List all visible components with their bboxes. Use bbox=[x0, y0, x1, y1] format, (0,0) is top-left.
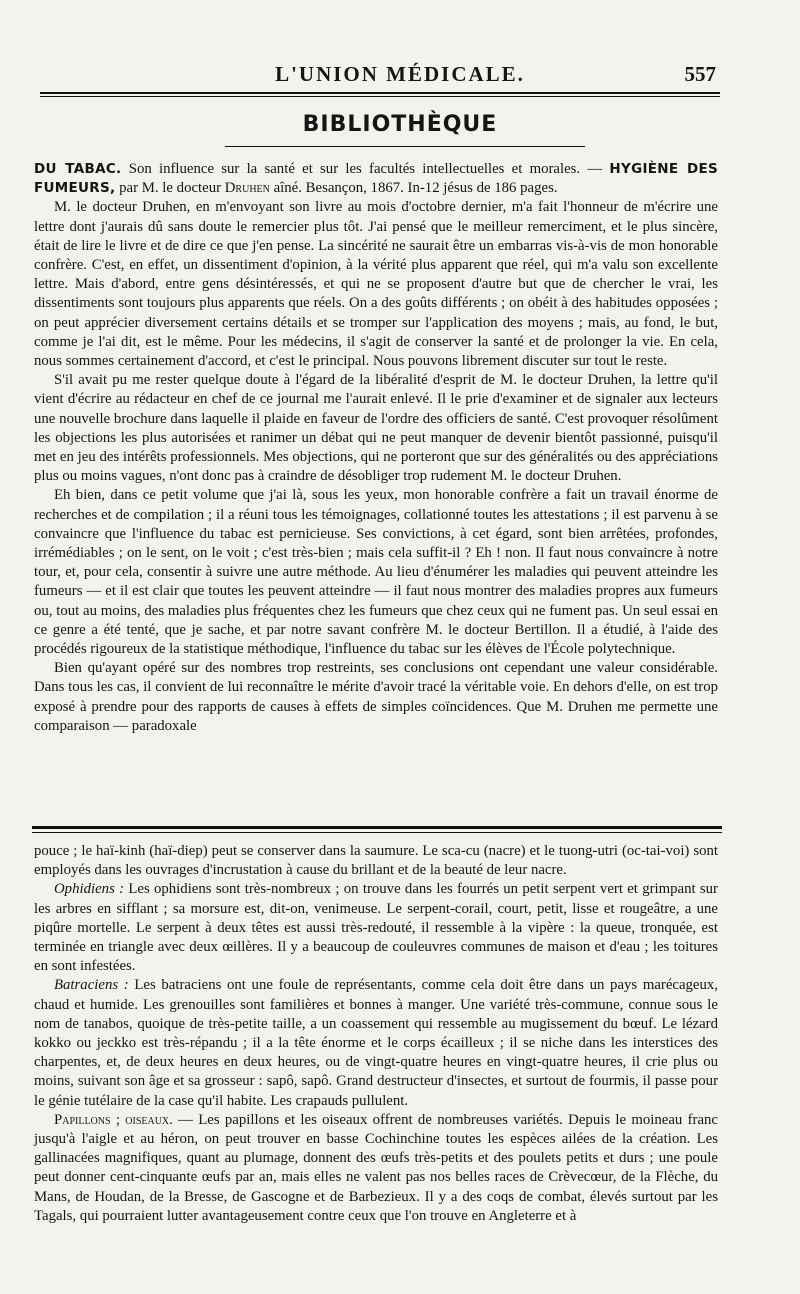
journal-title: L'UNION MÉDICALE. bbox=[275, 62, 525, 86]
citation-publication: aîné. Besançon, 1867. In-12 jésus de 186 pages. bbox=[269, 180, 558, 197]
page-number: 557 bbox=[684, 62, 716, 86]
review-article bbox=[34, 160, 718, 736]
section-heading-rule bbox=[225, 146, 585, 147]
book-title-rest: Son influence sur la santé et sur les facultés intellectuelles et morales. bbox=[128, 161, 581, 177]
papillons-text: — Les papillons et les oiseaux offrent de nombreuses variétés. Depuis le moineau franc jusqu'à l'aigle et au héron, on peut trouver en basse Cochinchine toutes les espèces ailées de la création. Les gallinacées magnifiques, quant au plumage, donnent des œufs très-petits et des poulets petits et durs ; une poule peut donner cent-cinquante œufs par an, mais elles ne valent pas nos belles races de Crèvecœur, de la Flèche, du Mans, de Houdan, de la Bresse, de Gascogne et de Barbezieux. Il y a des coqs de combat, élevés surtout par les Tagals, qui pourraient lutter avantageusement contre ceux que l'on trouve en Angleterre et à bbox=[34, 1111, 718, 1224]
book-title-bold: DU TABAC. bbox=[34, 161, 122, 177]
review-paragraph: Eh bien, dans ce petit volume que j'ai là, sous les yeux, mon honorable confrère a fait un travail énorme de recherches et de compilation ; il a réuni tous les témoignages, collationné toutes les attestations ; il est parvenu à se convaincre que l'influence du tabac est pernicieuse. Ses convictions, à cet égard, sont bien arrêtées, profondes, irrémédiables ; on le sent, on le voit ; c'est très-bien ; mais cela suffit-il ? Eh ! non. Il faut nous convaincre à notre tour, et, pour cela, consentir à suivre une autre méthode. Au lieu d'énumérer les maladies qui peuvent atteindre les fumeurs — et il est clair que toutes les peuvent atteindre — il faut nous montrer des maladies propres aux fumeurs ou, tout au moins, des maladies plus fréquentes chez les fumeurs que chez ceux qui ne fument pas. Un seul essai en ce genre a été tenté, que je sache, et par notre savant confrère M. le docteur Bertillon. Il a étudié, à l'aide des procédés rigoureux de la statistique méthodique, l'influence du tabac sur les élèves de l'École polytechnique. bbox=[34, 487, 718, 658]
batraciens-label: Batraciens : bbox=[54, 977, 129, 994]
review-paragraph: M. le docteur Druhen, en m'envoyant son livre au mois d'octobre dernier, m'a fait l'honneur de m'écrire une lettre dont j'aurais dû sans doute le remercier plus tôt. J'ai pensé que le meilleur remerciment, et le plus sincère, était de lire le livre et de dire ce que j'en pense. La sincérité ne saurait être un embarras vis-à-vis de mon honorable confrère. C'est, en effet, un dissentiment d'opinion, à la vérité plus apparent que réel, qui m'a valu son excellente lettre. Mais d'abord, entre gens désintéressés, et qui ne se proposent d'autre but que de chercher le vrai, les dissentiments sont toujours plus apparents que réels. On a des goûts différents ; on obéit à des habitudes opposées ; on peut apprécier diversement certains détails et se tromper sur l'application des moyens ; mais, au fond, le but, comme je l'ai dit, est le même. Pour les médecins, il s'agit de conserver la santé et de prolonger la vie. En cela, nous sommes certainement d'accord, et c'est le principal. Nous pouvons librement discuter sur tout le reste. bbox=[34, 199, 718, 370]
review-paragraph: S'il avait pu me rester quelque doute à l'égard de la libéralité d'esprit de M. le docteur Druhen, la lettre qu'il vient d'écrire au rédacteur en chef de ce journal me l'aurait enlevé. Il le prie d'examiner et de signaler aux lecteurs une nouvelle brochure dans laquelle il plaide en faveur de l'ordre des officiers de santé. C'est provoquer résolûment les objections les plus autorisées et ranimer un débat qui ne peut manquer de devenir bientôt passionné, puisqu'il met en jeu des intérêts professionnels. Mes objections, qui ne porteront que sur des généralités ou des appréciations plus ou moins vagues, n'ont donc pas à craindre de désobliger trop rudement M. le docteur Druhen. bbox=[34, 372, 718, 485]
review-paragraph: Bien qu'ayant opéré sur des nombres trop restreints, ses conclusions ont cependant une valeur considérable. Dans tous les cas, il convient de lui reconnaître le mérite d'avoir tracé la véritable voie. En dehors d'elle, on est trop exposé à prendre pour des rapports de causes à effets de simples coïncidences. Que M. Druhen me permette une comparaison — paradoxale bbox=[34, 660, 718, 734]
feuilleton-separator-thin bbox=[32, 832, 722, 833]
papillons-label: Papillons ; oiseaux. bbox=[54, 1111, 173, 1128]
book-subtitle-bold: HYGIÈNE DES FUMEURS, bbox=[34, 161, 718, 197]
citation-by: par M. le docteur bbox=[115, 180, 225, 197]
ophidiens-label: Ophidiens : bbox=[54, 881, 125, 898]
author-name: Druhen bbox=[224, 180, 270, 197]
feuilleton-paragraph bbox=[34, 1111, 718, 1226]
header-rule bbox=[40, 92, 720, 94]
feuilleton-paragraph bbox=[34, 976, 718, 1110]
feuilleton-paragraph bbox=[34, 880, 718, 976]
citation-dash: — bbox=[580, 161, 610, 177]
running-head bbox=[0, 62, 800, 90]
feuilleton-article bbox=[34, 842, 718, 1226]
review-citation bbox=[34, 160, 718, 198]
header-rule-thin bbox=[40, 96, 720, 97]
feuilleton-separator bbox=[32, 826, 722, 829]
section-heading: BIBLIOTHÈQUE bbox=[302, 112, 498, 137]
batraciens-text: Les batraciens ont une foule de représentants, comme cela doit être dans un pays marécageux, chaud et humide. Les grenouilles sont familières et bonnes à manger. Une variété très-commune, connue sous le nom de tanabos, quoique de très-petite taille, a un coassement qui ressemble au mugissement du bœuf. Le lézard kokko ou jeckko est très-répandu ; il a la tête énorme et le corps écailleux ; il se niche dans les interstices des charpentes, et, de deux heures en deux heures, ou de vingt-quatre heures en vingt-quatre heures, il crie plus ou moins, suivant son âge et sa grosseur : sapô, sapô. Grand destructeur d'insectes, et surtout de fourmis, il passe pour le génie tutélaire de la case qu'il habite. Les crapauds pullulent. bbox=[34, 977, 718, 1109]
ophidiens-text: Les ophidiens sont très-nombreux ; on trouve dans les fourrés un petit serpent vert et grimpant sur les arbres en sifflant ; sa morsure est, dit-on, venimeuse. Le serpent-corail, court, petit, lisse et rougeâtre, a une piqûre mortelle. Le serpent à deux têtes est aussi très-redouté, il ressemble à la vipère : la queue, tronquée, est terminée en triangle avec deux œillères. Il y a beaucoup de couleuvres communes de maison et d'eau ; les toitures en sont infestées. bbox=[34, 881, 718, 975]
feuilleton-paragraph: pouce ; le haï-kinh (haï-diep) peut se conserver dans la saumure. Le sca-cu (nacre) et le tuong-utri (oc-tai-voi) sont employés dans les ouvrages d'incrustation à cause du brillant et de la beauté de leur nacre. bbox=[34, 843, 718, 879]
